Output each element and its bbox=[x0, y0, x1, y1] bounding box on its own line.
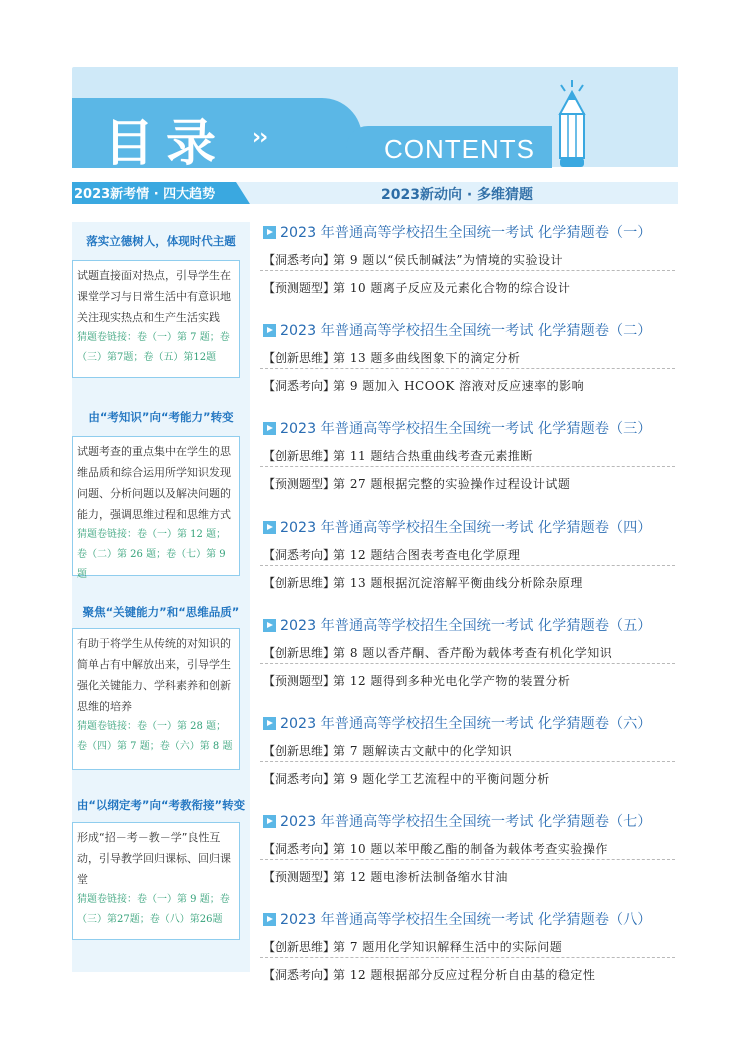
title-arrows: ›› bbox=[252, 125, 267, 150]
paper-item: 【洞悉考向】第 10 题以苯甲酸乙酯的制备为载体考查实验操作 bbox=[263, 842, 608, 856]
trend-heading: 由“以纲定考”向“考教衔接”转变 bbox=[76, 798, 246, 812]
paper-item: 【洞悉考向】第 9 题以“侯氏制碱法”为情境的实验设计 bbox=[263, 253, 564, 267]
trend-body: 试题直接面对热点，引导学生在课堂学习与日常生活中有意识地关注现实热点和生产生活实践 bbox=[77, 269, 231, 324]
paper-item: 【创新思维】第 11 题结合热重曲线考查元素推断 bbox=[263, 449, 533, 463]
play-icon bbox=[263, 717, 276, 730]
paper-title[interactable]: 2023 年普通高等学校招生全国统一考试 化学猜题卷（二） bbox=[263, 320, 651, 340]
paper-item: 【创新思维】第 13 题根据沉淀溶解平衡曲线分析除杂原理 bbox=[263, 576, 583, 590]
trend-link: 猜题卷链接：卷（一）第 12 题；卷（二）第 26 题；卷（七）第 9 题 bbox=[77, 529, 227, 580]
trend-body: 形成“招－考－教－学”良性互动，引导教学回归课标、回归课堂 bbox=[77, 831, 231, 886]
paper-title[interactable]: 2023 年普通高等学校招生全国统一考试 化学猜题卷（一） bbox=[263, 222, 651, 242]
divider bbox=[260, 761, 675, 762]
paper-title[interactable]: 2023 年普通高等学校招生全国统一考试 化学猜题卷（六） bbox=[263, 713, 651, 733]
divider bbox=[260, 270, 675, 271]
play-icon bbox=[263, 619, 276, 632]
paper-item: 【创新思维】第 7 题解读古文献中的化学知识 bbox=[263, 744, 513, 758]
trend-card bbox=[72, 822, 240, 940]
trend-card bbox=[72, 260, 240, 378]
divider bbox=[260, 466, 675, 467]
paper-item: 【预测题型】第 27 题根据完整的实验操作过程设计试题 bbox=[263, 477, 571, 491]
paper-item: 【创新思维】第 13 题多曲线图象下的滴定分析 bbox=[263, 351, 521, 365]
paper-title[interactable]: 2023 年普通高等学校招生全国统一考试 化学猜题卷（四） bbox=[263, 517, 651, 537]
play-icon bbox=[263, 521, 276, 534]
play-icon bbox=[263, 324, 276, 337]
trend-link: 猜题卷链接：卷（一）第 9 题；卷（三）第27题；卷（八）第26题 bbox=[77, 894, 230, 925]
paper-item: 【预测题型】第 10 题离子反应及元素化合物的综合设计 bbox=[263, 281, 571, 295]
paper-item: 【洞悉考向】第 9 题加入 HCOOK 溶液对反应速率的影响 bbox=[263, 379, 585, 393]
paper-item: 【洞悉考向】第 12 题根据部分反应过程分析自由基的稳定性 bbox=[263, 968, 596, 982]
papers-bar-label: 2023新动向 · 多维猜题 bbox=[380, 187, 534, 203]
trends-bar-label: 2023新考情 · 四大趋势 bbox=[74, 187, 216, 202]
divider bbox=[260, 663, 675, 664]
play-icon bbox=[263, 815, 276, 828]
trend-link: 猜题卷链接：卷（一）第 28 题；卷（四）第 7 题；卷（六）第 8 题 bbox=[77, 721, 233, 752]
divider bbox=[260, 368, 675, 369]
trend-heading: 落实立德树人，体现时代主题 bbox=[86, 234, 236, 248]
trend-card bbox=[72, 436, 240, 580]
trend-card bbox=[72, 628, 240, 770]
play-icon bbox=[263, 422, 276, 435]
paper-item: 【洞悉考向】第 12 题结合图表考查电化学原理 bbox=[263, 548, 521, 562]
paper-title[interactable]: 2023 年普通高等学校招生全国统一考试 化学猜题卷（三） bbox=[263, 418, 651, 438]
pencil-icon bbox=[552, 78, 592, 170]
divider bbox=[260, 859, 675, 860]
play-icon bbox=[263, 913, 276, 926]
contents-label: CONTENTS bbox=[384, 134, 535, 164]
paper-title[interactable]: 2023 年普通高等学校招生全国统一考试 化学猜题卷（七） bbox=[263, 811, 651, 831]
trend-body: 试题考查的重点集中在学生的思维品质和综合运用所学知识发现问题、分析问题以及解决问题的能力，强调思维过程和思维方式 bbox=[77, 445, 231, 521]
page-title: 目录 bbox=[104, 114, 228, 172]
divider bbox=[260, 957, 675, 958]
paper-item: 【洞悉考向】第 9 题化学工艺流程中的平衡问题分析 bbox=[263, 772, 550, 786]
trend-heading: 聚焦“关键能力”和“思维品质” bbox=[82, 605, 240, 619]
paper-item: 【创新思维】第 8 题以香芹酮、香芹酚为载体考查有机化学知识 bbox=[263, 646, 613, 660]
paper-item: 【预测题型】第 12 题得到多种光电化学产物的装置分析 bbox=[263, 674, 571, 688]
divider bbox=[260, 565, 675, 566]
trend-body: 有助于将学生从传统的对知识的简单占有中解放出来，引导学生强化关键能力、学科素养和创新思维的培养 bbox=[77, 637, 231, 713]
paper-title[interactable]: 2023 年普通高等学校招生全国统一考试 化学猜题卷（八） bbox=[263, 909, 651, 929]
trend-link: 猜题卷链接：卷（一）第 7 题；卷（三）第7题；卷（五）第12题 bbox=[77, 332, 230, 363]
trend-heading: 由“考知识”向“考能力”转变 bbox=[88, 410, 234, 424]
paper-item: 【预测题型】第 12 题电渗析法制备缩水甘油 bbox=[263, 870, 508, 884]
paper-item: 【创新思维】第 7 题用化学知识解释生活中的实际问题 bbox=[263, 940, 563, 954]
play-icon bbox=[263, 226, 276, 239]
paper-title[interactable]: 2023 年普通高等学校招生全国统一考试 化学猜题卷（五） bbox=[263, 615, 651, 635]
